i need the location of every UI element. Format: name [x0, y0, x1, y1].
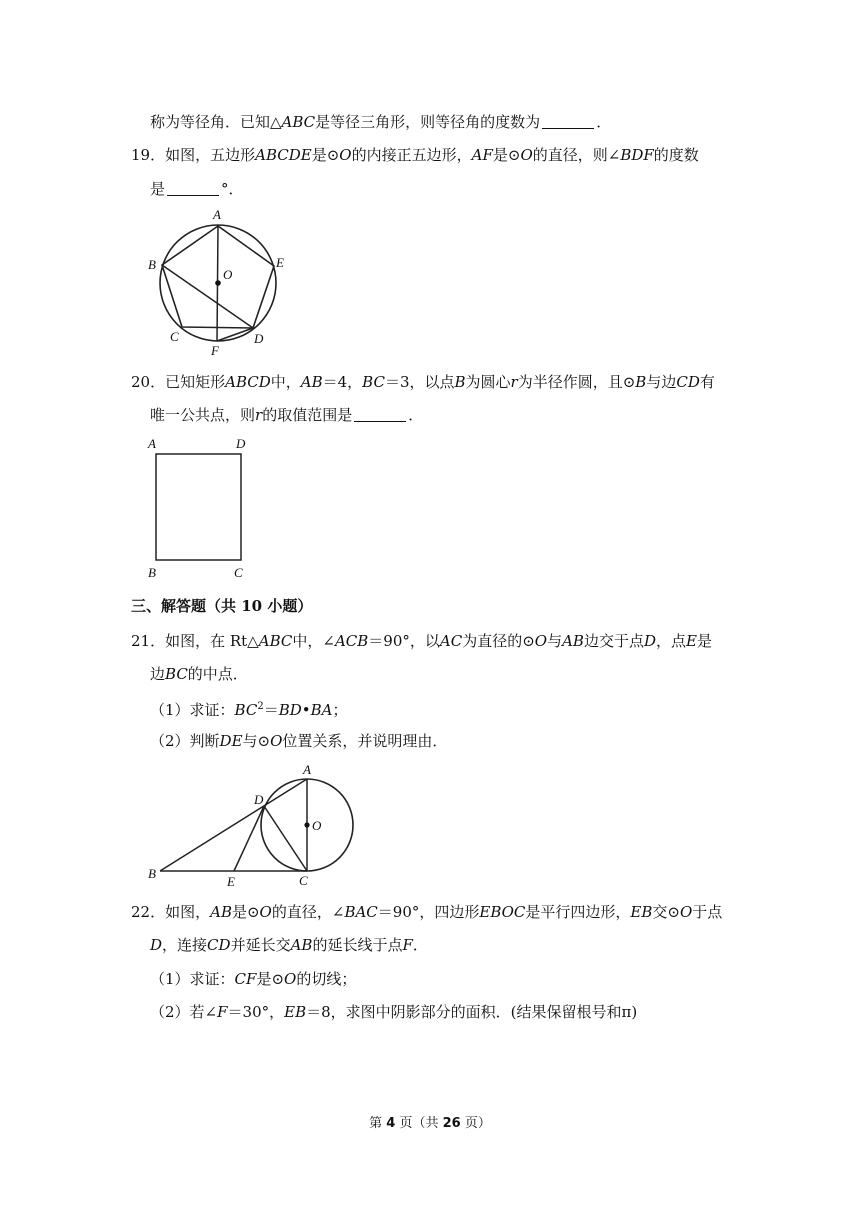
- q19-segment-bd: [162, 265, 253, 328]
- q20-answer-blank: [354, 407, 406, 422]
- q21-text: ＝90°，以: [368, 632, 440, 650]
- q20-r: r: [510, 373, 518, 391]
- q21-exponent: 2: [257, 701, 264, 712]
- q22-text: ，连接: [162, 936, 208, 954]
- q22-text: ＝8，求图中阴影部分的面积．(结果保留根号和π): [306, 1003, 638, 1021]
- q21-text: 边: [150, 665, 166, 683]
- q21-bc: BC: [234, 701, 258, 719]
- q18-text-after: 是等径三角形，则等径角的度数为: [315, 113, 541, 131]
- q20-cd: CD: [676, 373, 700, 391]
- q21-text: 是: [696, 632, 712, 650]
- q21-bc: BC: [165, 665, 188, 683]
- q19-label-o: O: [223, 267, 233, 282]
- q21-label-o: O: [312, 818, 322, 833]
- q22-part1: [150, 969, 356, 989]
- q20-b: B: [635, 373, 647, 391]
- q21-segment-dc: [264, 806, 307, 871]
- q21-text: ＝: [263, 701, 279, 719]
- q22-bac: BAC: [344, 903, 378, 921]
- q19-text: 是⊙: [311, 146, 340, 164]
- q18-end: ．: [596, 113, 612, 131]
- q21-label-d: D: [254, 792, 264, 807]
- q20-text: ＝3，以点: [384, 373, 455, 391]
- q21-text: 位置关系，并说明理由．: [282, 732, 448, 750]
- q20-text: ．: [408, 406, 424, 424]
- q19-line2: [150, 179, 244, 199]
- q21-text: 如图，在 Rt△: [165, 632, 259, 650]
- q19-line1: [131, 145, 699, 165]
- q19-pentagon: ABCDE: [255, 146, 312, 164]
- q22-text: 的延长线于点: [312, 936, 403, 954]
- q21-text: 为直径的⊙: [462, 632, 535, 650]
- q19-label-b: B: [148, 257, 156, 272]
- q21-label-b: B: [148, 866, 156, 881]
- q22-text: 是⊙: [256, 970, 285, 988]
- q19-text: 如图，五边形: [165, 146, 256, 164]
- q19-label-d: D: [254, 331, 264, 346]
- q21-line2: [150, 664, 248, 684]
- q22-eboc: EBOC: [479, 903, 526, 921]
- q20-line2: [150, 405, 423, 425]
- q19-o: O: [339, 146, 352, 164]
- q20-text: ＝4，: [322, 373, 363, 391]
- q22-part2: [150, 1002, 637, 1022]
- page-number: 4: [386, 1116, 396, 1131]
- footer-text: 页）: [460, 1116, 491, 1131]
- q20-text: 有: [699, 373, 715, 391]
- q21-line1: [131, 631, 712, 651]
- q22-ab: AB: [210, 903, 232, 921]
- q19-o: O: [520, 146, 533, 164]
- q19-bdf: BDF: [620, 146, 654, 164]
- q21-e: E: [686, 632, 697, 650]
- q22-d: D: [150, 936, 163, 954]
- q18-abc: ABC: [281, 113, 316, 131]
- section3-heading: 三、解答题（共 10 小题）: [131, 597, 313, 615]
- q22-text: 并延长交: [230, 936, 291, 954]
- q19-number: 19．: [131, 146, 166, 164]
- q22-eb: EB: [284, 1003, 307, 1021]
- q22-text: ＝90°，四边形: [377, 903, 480, 921]
- q20-label-a: A: [148, 436, 156, 451]
- q22-eb: EB: [630, 903, 653, 921]
- q19-label-a: A: [213, 207, 221, 222]
- q21-text: （1）求证：: [150, 701, 235, 719]
- q19-answer-blank: [167, 181, 219, 196]
- footer-text: 第: [369, 1116, 387, 1131]
- q21-ba: BA: [310, 701, 333, 719]
- q20-rectangle: [156, 454, 241, 560]
- q20-bc: BC: [362, 373, 385, 391]
- q22-f: F: [402, 936, 413, 954]
- q21-text: 与: [547, 632, 563, 650]
- q20-label-b: B: [148, 565, 156, 580]
- q21-de: DE: [219, 732, 243, 750]
- q21-text: 边交于点: [583, 632, 644, 650]
- q20-text: 已知矩形: [165, 373, 226, 391]
- q22-text: 是平行四边形，: [525, 903, 631, 921]
- q18-text-before: 称为等径角．已知△: [150, 113, 282, 131]
- q21-part1: [150, 697, 348, 720]
- q21-text: 与⊙: [242, 732, 271, 750]
- q19-af: AF: [471, 146, 493, 164]
- q21-text: 中，∠: [292, 632, 335, 650]
- q22-text: 的切线；: [296, 970, 357, 988]
- q20-abcd: ABCD: [225, 373, 271, 391]
- q19-text: 的度数: [653, 146, 699, 164]
- q21-number: 21．: [131, 632, 166, 650]
- q21-bd: BD: [278, 701, 302, 719]
- q19-label-f: F: [211, 343, 219, 358]
- q22-o: O: [259, 903, 272, 921]
- q22-text: 是⊙: [231, 903, 260, 921]
- footer-text: 页（共: [395, 1116, 443, 1131]
- q21-text: ；: [332, 701, 348, 719]
- q20-text: 为半径作圆，且⊙: [517, 373, 636, 391]
- q21-abc: ABC: [258, 632, 293, 650]
- page-total: 26: [442, 1116, 461, 1131]
- q20-label-d: D: [236, 436, 246, 451]
- q20-r: r: [255, 406, 263, 424]
- q21-acb: ACB: [334, 632, 369, 650]
- q21-segment-ab: [160, 779, 307, 871]
- q21-label-e: E: [227, 874, 235, 889]
- q21-text: 的中点．: [187, 665, 248, 683]
- q20-text: 为圆心: [465, 373, 511, 391]
- q19-text: 是: [150, 180, 166, 198]
- q22-o: O: [679, 903, 693, 921]
- q22-ab: AB: [290, 936, 313, 954]
- q20-b: B: [454, 373, 466, 391]
- q19-text: °．: [221, 180, 244, 198]
- q21-text: ，点: [656, 632, 687, 650]
- q18-line: [150, 112, 611, 132]
- q20-ab: AB: [300, 373, 323, 391]
- q21-label-c: C: [299, 873, 308, 888]
- q22-text: 交⊙: [652, 903, 680, 921]
- q19-text: 的直径，则∠: [532, 146, 621, 164]
- q21-ab: AB: [562, 632, 584, 650]
- q19-text: 的内接正五边形，: [351, 146, 472, 164]
- q22-text: 的直径，∠: [271, 903, 345, 921]
- q21-o: O: [534, 632, 548, 650]
- q18-answer-blank: [542, 114, 594, 129]
- q22-line2: [150, 935, 428, 955]
- q22-line1: [131, 902, 722, 922]
- q21-ac: AC: [439, 632, 463, 650]
- q22-text: 于点: [692, 903, 723, 921]
- q20-text: 中，: [270, 373, 301, 391]
- q21-center-dot: [304, 822, 309, 827]
- q21-text: （2）判断: [150, 732, 220, 750]
- q20-line1: [131, 372, 715, 392]
- q22-text: （1）求证：: [150, 970, 235, 988]
- q20-label-c: C: [234, 565, 243, 580]
- q22-text: ＝30°，: [227, 1003, 285, 1021]
- q19-label-c: C: [170, 329, 179, 344]
- q21-part2: [150, 731, 447, 751]
- q21-dot: •: [301, 701, 311, 719]
- q21-d: D: [643, 632, 656, 650]
- q21-label-a: A: [303, 762, 311, 777]
- q21-figure: [143, 758, 373, 888]
- q22-text: （2）若∠: [150, 1003, 218, 1021]
- q20-figure: [144, 434, 264, 584]
- q22-o: O: [284, 970, 297, 988]
- q20-number: 20．: [131, 373, 166, 391]
- q19-center-dot: [215, 280, 221, 286]
- q22-text: ．: [412, 936, 428, 954]
- q19-figure: [140, 204, 340, 364]
- q22-cf: CF: [234, 970, 257, 988]
- q22-f: F: [217, 1003, 228, 1021]
- q20-text: 的取值范围是: [262, 406, 353, 424]
- q22-text: 如图，: [165, 903, 211, 921]
- page-footer: [0, 1112, 860, 1131]
- q19-label-e: E: [276, 255, 284, 270]
- q20-text: 与边: [646, 373, 677, 391]
- q22-number: 22．: [131, 903, 166, 921]
- q19-text: 是⊙: [492, 146, 521, 164]
- q20-text: 唯一公共点，则: [150, 406, 256, 424]
- q21-o: O: [270, 732, 283, 750]
- q22-cd: CD: [207, 936, 231, 954]
